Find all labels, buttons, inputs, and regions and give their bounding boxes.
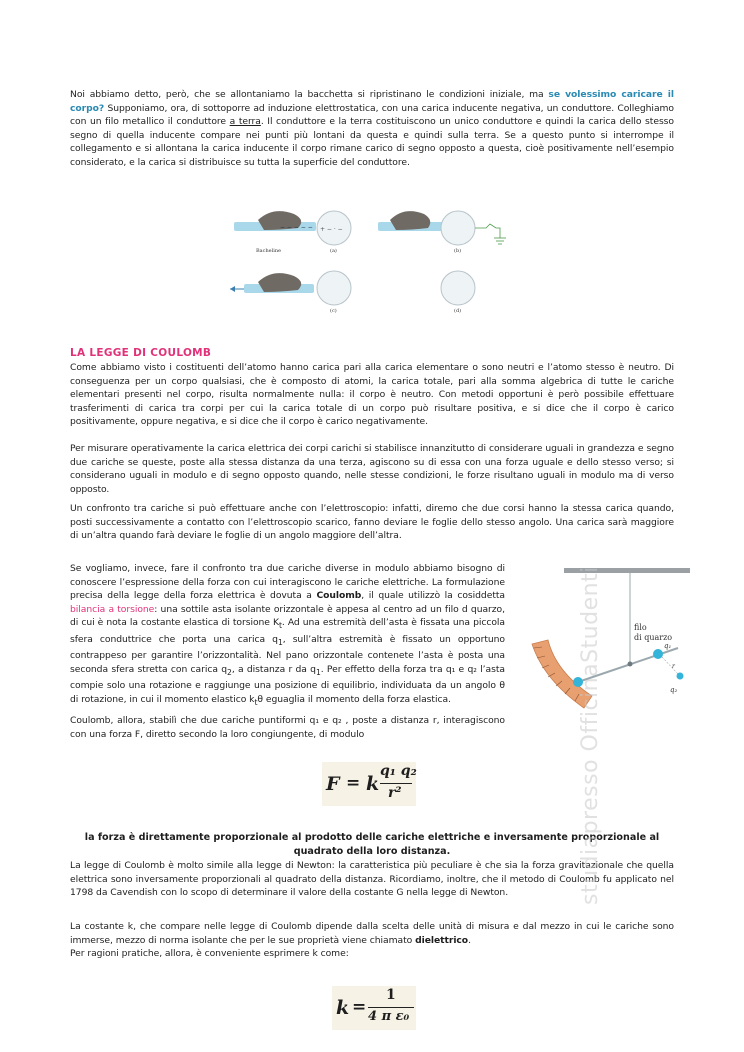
pivot-point	[628, 662, 633, 667]
svg-text:− − − − −: − − − − −	[280, 224, 313, 231]
torsion-balance-paragraph: Se vogliamo, invece, fare il confronto tra due cariche diverse in modulo abbiamo bisogno di conoscere l’espressione della forza con cui interagiscono le cariche elettriche. La formulazione precisa della legge della forza elettrica è dovuta a Coulomb, il quale utilizzò la cosiddetta bilancia a torsione: una sottile asta isolante orizzontale è appesa al centro ad un filo d quarzo, di cui è nota la costante elastica di torsione $K_t$. Ad una estremità dell’asta è fissata una piccola sfera conduttrice che porta una carica $q_1$, sull’altra estremità è fissato un opportuno contrappeso per garantire l’orizzontalità. Nel pano orizzontale contenete l’asta è posta una seconda sfera stretta con carica $q_2$, a distanza r da $q_1$. Per effetto della forza tra q₁ e q₂ l’asta compie solo una rotazione e raggiunge una posizione di equilibrio, individuata da un angolo θ di rotazione, in cui il momento elastico $k_t\theta$ eguaglia il momento della forza elastica.	[70, 563, 506, 707]
electroscope-paragraph: Un confronto tra cariche si può effettuare anche con l’elettroscopio: infatti, diremo che due corsi hanno la stessa carica quando, posti successivamente a contatto con l’elettroscopio scarico, fanno deviare le foglie dello stesso angolo. Una carica sarà maggiore di un’altra quando farà deviare le foglie di un angolo maggiore dell’altra.	[70, 503, 674, 542]
label-r: r	[672, 663, 675, 670]
newton-comparison-paragraph: La legge di Coulomb è molto simile alla legge di Newton: la caratteristica più peculiare è che sia la forza gravitazionale che quella elettrica sono inversamente proporzionali al quadrato della distanza. Ricordiamo, inoltre, che il metodo di Coulomb fu applicato nel 1798 da Cavendish con lo scopo di determinare il valore della costante G nella legge di Newton.	[70, 860, 674, 899]
constant-k-paragraph: La costante k, che compare nelle legge di Coulomb dipende dalla scelta delle unità di misura e dal mezzo in cui le cariche sono immerse, mezzo di norma isolante che per le sue proprietà viene chiamato dielettrico.	[70, 921, 674, 946]
k-constant-formula: k = 1 4 π ε₀	[332, 986, 416, 1030]
intro-text-3: . Il conduttore e la terra costituiscono un unico conduttore e quindi la carica dello stesso segno di quella inducente compare nei punti più lontani da questa e quindi sulla terra. Se a questo punto si interrompe il collegamento e si allontana la carica inducente il corpo rimane carico di segno opposto a questa, cioè positivamente nell’esempio considerato, e la carica si distribuisce su tutta la superficie del conduttore.	[70, 116, 674, 168]
intro-text-1: Noi abbiamo detto, però, che se allontaniamo la bacchetta si ripristinano le condizioni iniziale, ma	[70, 89, 549, 100]
coulomb-formula: F = k q₁ q₂ r²	[322, 762, 416, 806]
label-q1: q₁	[664, 642, 672, 650]
section-heading: LA LEGGE DI COULOMB	[70, 347, 212, 359]
panel-label-c: (c)	[330, 308, 337, 314]
rod-label: Bacheline	[256, 248, 282, 254]
atom-charge-paragraph: Come abbiamo visto i costituenti dell’atomo hanno carica pari alla carica elementare o sono neutri e l’atomo stesso è neutro. Di conseguenza per un corpo qualsiasi, che è composto di atomi, la carica totale, pari alla somma algebrica di tutte le cariche elementari presenti nel corpo, risulta normalmente nulla: il corpo è neutro. Con metodi opportuni è però possibile effettuare trasferimenti di carica tra corpi per cui la carica totale di un corpo può risultare positiva, e si dice che il corpo è carico positivamente, oppure negativa, e si dice che il corpo è carico negativamente.	[70, 362, 674, 428]
panel-label-a: (a)	[330, 248, 337, 254]
label-q2: q₂	[670, 686, 678, 694]
intro-paragraph	[70, 88, 674, 170]
highlight-question: se volessimo caricare il corpo?	[70, 89, 674, 114]
label-filo: filo	[634, 623, 647, 632]
label-di-quarzo: di quarzo	[634, 633, 673, 642]
coulomb-statement-paragraph: Coulomb, allora, stabilì che due cariche puntiformi q₁ e q₂ , poste a distanza r, interagiscono con una forza F, diretto secondo la loro congiungente, di modulo	[70, 715, 505, 740]
torsion-balance-figure	[522, 560, 698, 736]
panel-label-d: (d)	[454, 308, 462, 314]
panel-label-b: (b)	[454, 248, 462, 254]
intro-text-2: Supponiamo, ora, di sottoporre ad induzione elettrostatica, con una carica inducente negativa, un conduttore. Colleghiamo con un filo metallico il conduttore	[70, 102, 674, 128]
sphere-q1	[653, 649, 663, 659]
torsion-balance-term: bilancia a torsione	[70, 603, 155, 615]
proportionality-statement: la forza è direttamente proporzionale al prodotto delle cariche elettriche e inversamente proporzionale al quadrato della loro distanza.	[84, 832, 660, 857]
underlined-terra: a terra	[229, 116, 261, 128]
charge-measure-paragraph: Per misurare operativamente la carica elettrica dei corpi carichi si stabilisce innanzitutto di considerare uguali in grandezza e segno due cariche se queste, poste alla stessa distanza da una terza, agiscono su di essa con una forza uguale e dello stesso verso; si considerano uguali in modulo e di segno opposto quando, nelle stesse condizioni, le forze risultano uguali in modulo ma di verso opposto.	[70, 443, 674, 495]
coulomb-name: Coulomb	[316, 590, 362, 602]
vertical-watermark: studiapresso OfficinaStudenti	[578, 566, 603, 905]
dielectric-term: dielettrico	[415, 934, 469, 946]
express-k-paragraph: Per ragioni pratiche, allora, è conveniente esprimere k come:	[70, 948, 349, 959]
induction-figure	[228, 200, 518, 322]
svg-text:+ − · −: + − · −	[320, 226, 343, 233]
panel-d	[441, 271, 475, 305]
